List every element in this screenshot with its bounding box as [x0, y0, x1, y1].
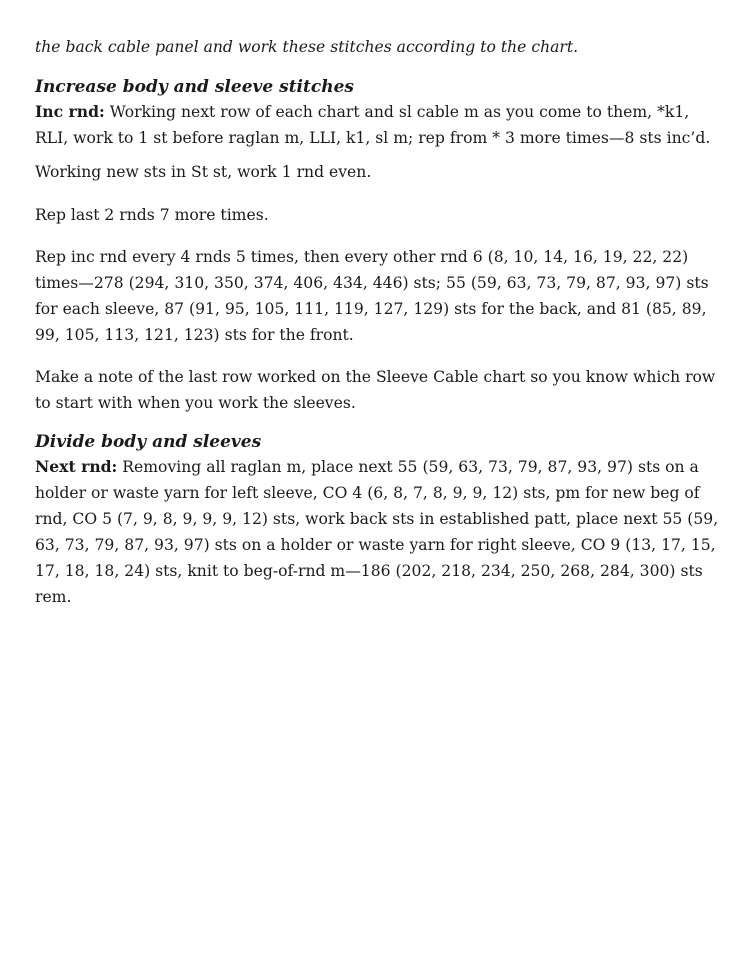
paragraph-work-even: Working new sts in St st, work 1 rnd even. [35, 163, 372, 181]
paragraph-rep-last-rnds: Rep last 2 rnds 7 more times. [35, 206, 269, 224]
paragraph-sleeve-note: Make a note of the last row worked on the Sleeve Cable chart so you know which row to start with when you work the sleeves. [35, 368, 716, 412]
paragraph-rep-inc-rnd: Rep inc rnd every 4 rnds 5 times, then every other rnd 6 (8, 10, 14, 16, 19, 22, 22) times—278 (294, 310, 350, 374, 406, 434, 446) sts; 55 (59, 63, 73, 79, 87, 93, 97) sts for each sleeve, 87 (91, 95, 105, 111, 119, 127, 129) sts for the back, and 81 (85, 89, 99, 105, 113, 121, 123) sts for the front. [35, 248, 709, 344]
intro-text: the back cable panel and work these stitches according to the chart. [35, 38, 579, 56]
paragraph-inc-rnd [35, 99, 725, 151]
paragraph-next-rnd [35, 454, 725, 610]
lead-inc-rnd: Inc rnd: [35, 102, 105, 121]
heading-increase-body-sleeve: Increase body and sleeve stitches [35, 77, 354, 97]
heading-divide-body-sleeves: Divide body and sleeves [35, 432, 262, 452]
text-inc-rnd: Working next row of each chart and sl cable m as you come to them, *k1, RLI, work to 1 st before raglan m, LLI, k1, sl m; rep from * 3 more times—8 sts inc’d. [35, 103, 711, 147]
text-next-rnd: Removing all raglan m, place next 55 (59, 63, 73, 79, 87, 93, 97) sts on a holder or waste yarn for left sleeve, CO 4 (6, 8, 7, 8, 9, 9, 12) sts, pm for new beg of rnd, CO 5 (7, 9, 8, 9, 9, 9, 12) sts, work back sts in established patt, place next 55 (59, 63, 73, 79, 87, 93, 97) sts on a holder or waste yarn for right sleeve, CO 9 (13, 17, 15, 17, 18, 18, 24) sts, knit to beg-of-rnd m—186 (202, 218, 234, 250, 268, 284, 300) sts rem. [35, 458, 719, 606]
document-page [35, 34, 725, 610]
lead-next-rnd: Next rnd: [35, 457, 118, 476]
